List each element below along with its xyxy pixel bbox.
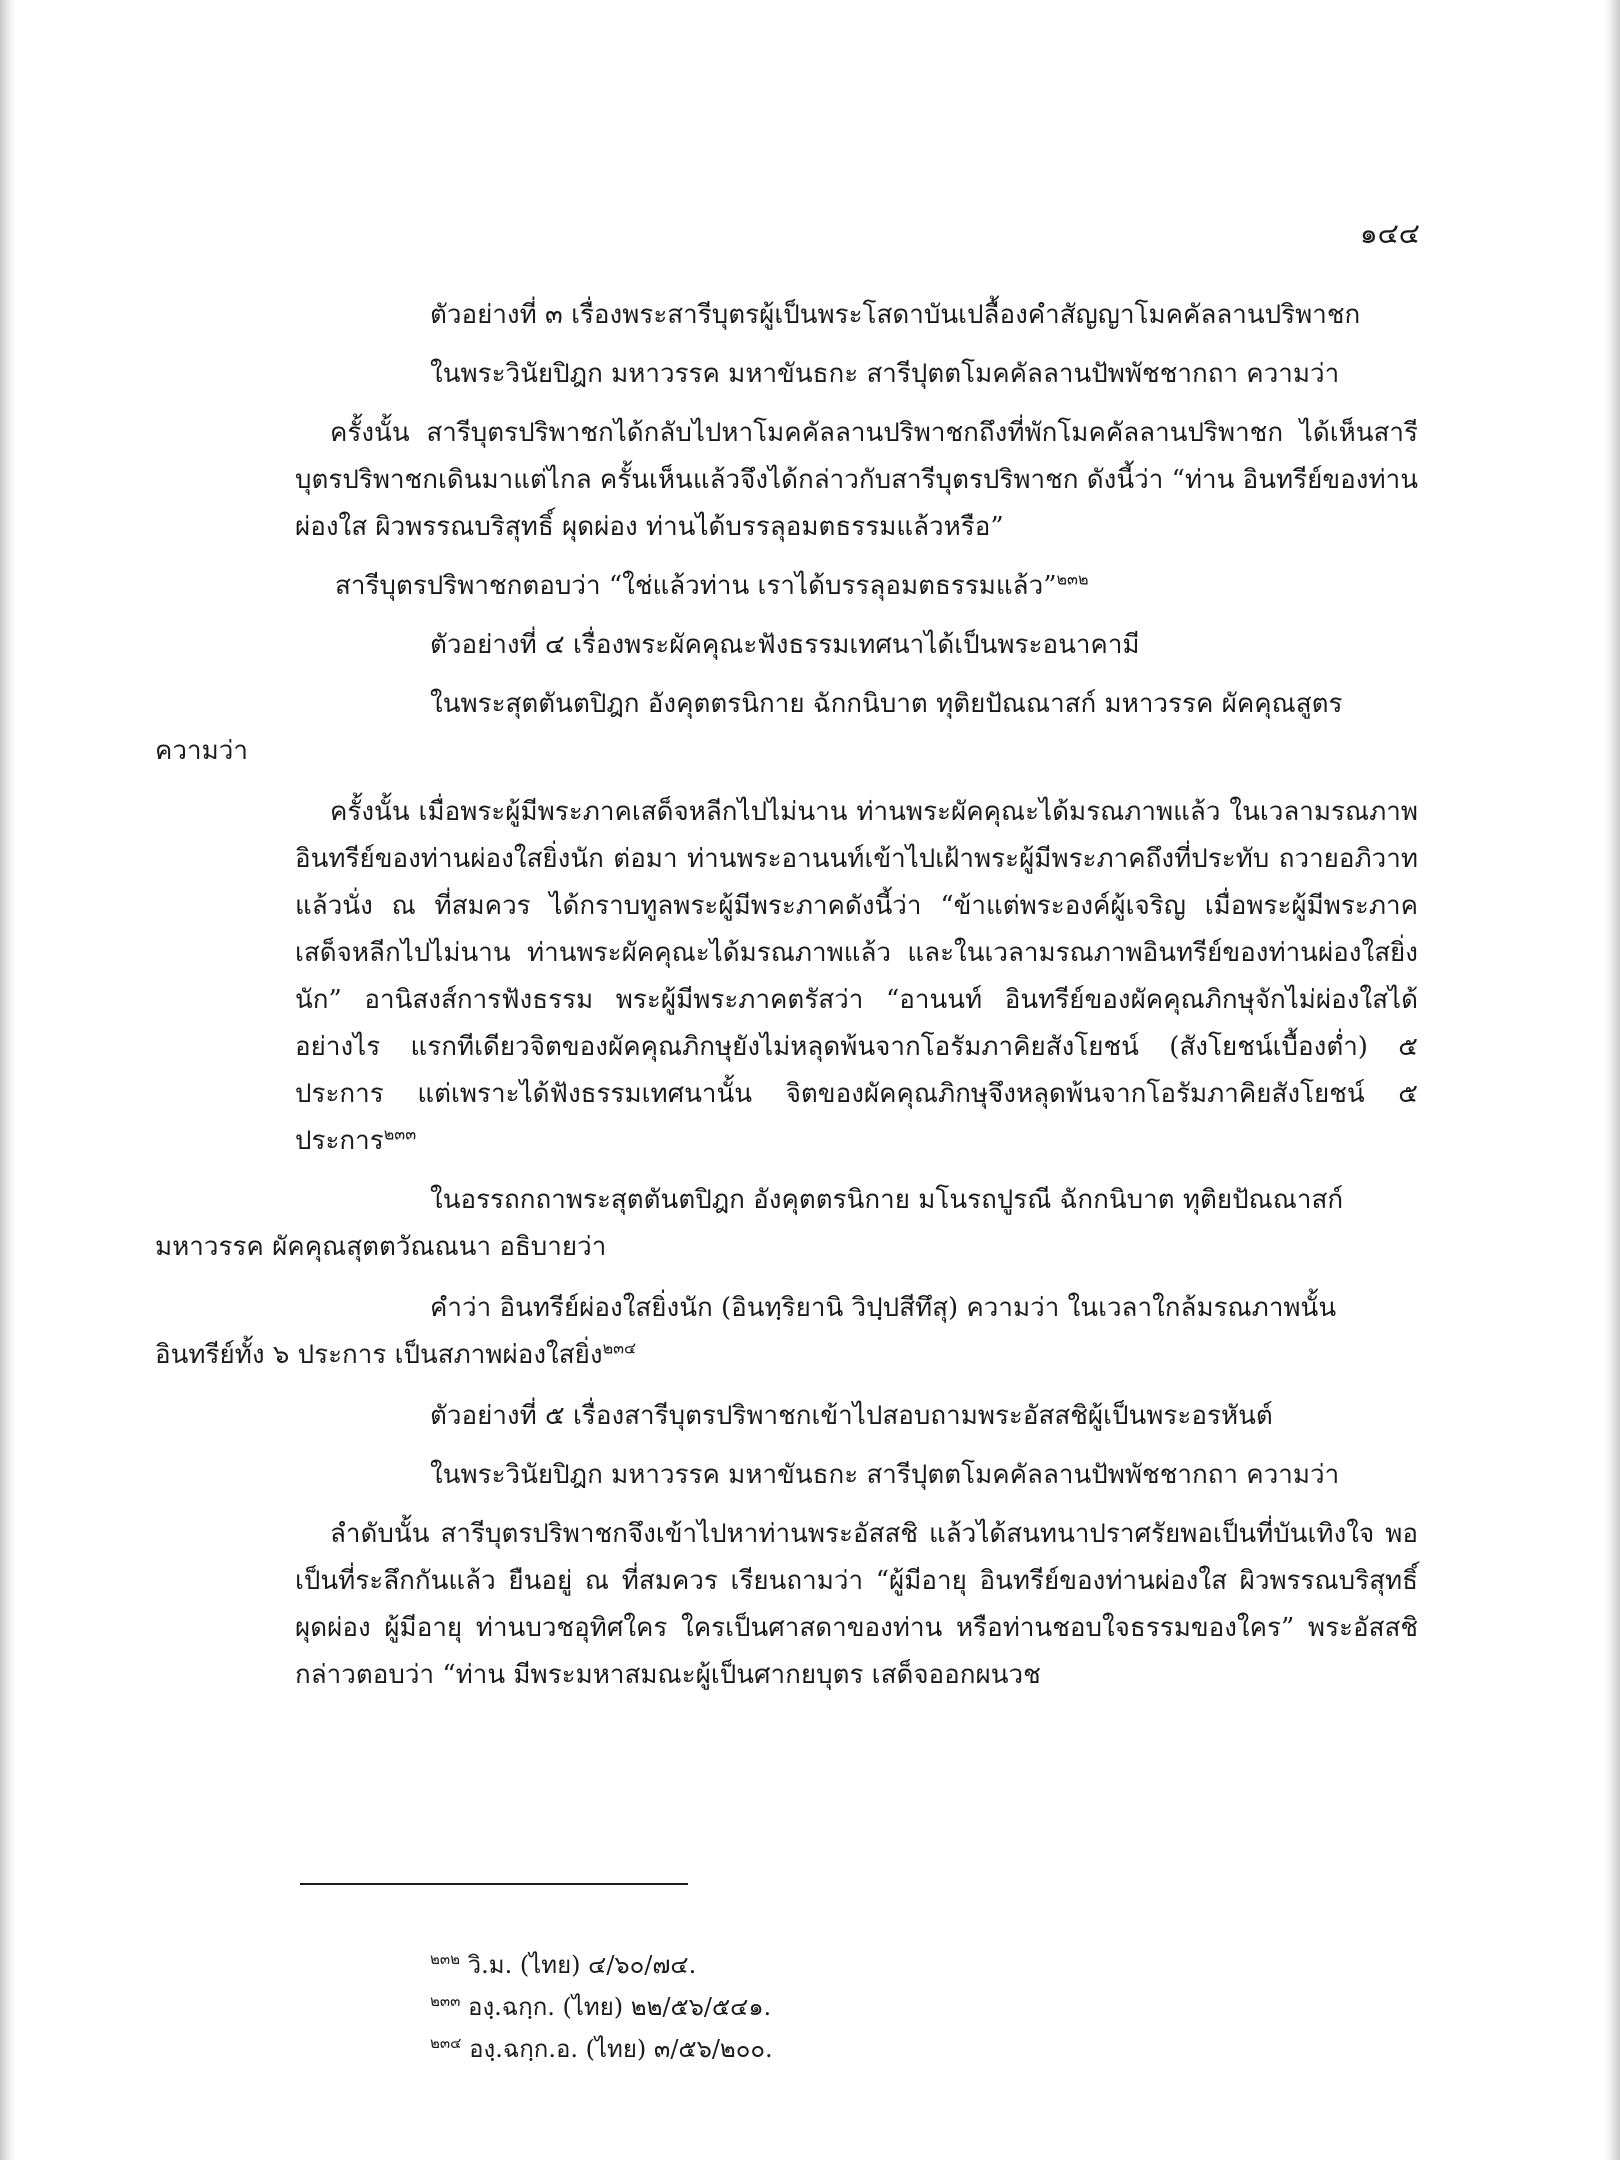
example-4-commentary-line1: คำว่า อินทรีย์ผ่องใสยิ่งนัก (อินทฺริยานิ วิปฺปสีทึสุ) ความว่า ในเวลาใกล้มรณภาพนั้น — [430, 1293, 1337, 1323]
example-4-source-line1: ในพระสุตตันตปิฎก อังคุตตรนิกาย ฉักกนิบาต ทุติยปัณณาสก์ มหาวรรค ผัคคุณสูตร — [430, 689, 1343, 719]
footnote-ref-234: ๒๓๔ — [602, 1338, 637, 1358]
footnote-number: ๒๓๒ — [430, 1950, 461, 1968]
example-4-commentary-source-line1: ในอรรถกถาพระสุตตันตปิฎก อังคุตตรนิกาย มโนรถปูรณี ฉักกนิบาต ทุติยปัณณาสก์ — [430, 1185, 1344, 1215]
example-4-source — [155, 681, 1418, 775]
footnote-ref-233: ๒๓๓ — [383, 1124, 417, 1144]
example-4-commentary-source — [155, 1177, 1418, 1271]
example-4-quote-text: ครั้งนั้น เมื่อพระผู้มีพระภาคเสด็จหลีกไปไม่นาน ท่านพระผัคคุณะได้มรณภาพแล้ว ในเวลามรณภาพ อินทรีย์ของท่านผ่องใสยิ่งนัก ต่อมา ท่านพระอานนท์เข้าไปเฝ้าพระผู้มีพระภาคถึงที่ประทับ ถวายอภิวาทแล้วนั่ง ณ ที่สมควร ได้กราบทูลพระผู้มีพระภาคดังนี้ว่า “ข้าแต่พระองค์ผู้เจริญ เมื่อพระผู้มีพระภาคเสด็จหลีกไปไม่นาน ท่านพระผัคคุณะได้มรณภาพแล้ว และในเวลามรณภาพอินทรีย์ของท่านผ่องใสยิ่งนัก” อานิสงส์การฟังธรรม พระผู้มีพระภาคตรัสว่า “อานนท์ อินทรีย์ของผัคคุณภิกษุจักไม่ผ่องใสได้อย่างไร แรกทีเดียวจิตของผัคคุณภิกษุยังไม่หลุดพ้นจากโอรัมภาคิยสังโยชน์ (สังโยชน์เบื้องต่ำ) ๕ ประการ แต่เพราะได้ฟังธรรมเทศนานั้น จิตของผัคคุณภิกษุจึงหลุดพ้นจากโอรัมภาคิยสังโยชน์ ๕ ประการ — [295, 797, 1418, 1156]
footnote-text: วิ.ม. (ไทย) ๔/๖๐/๗๔. — [467, 1951, 697, 1979]
example-4-commentary-line2-text: อินทรีย์ทั้ง ๖ ประการ เป็นสภาพผ่องใสยิ่ง — [155, 1340, 603, 1370]
footnote-number: ๒๓๓ — [430, 1992, 461, 2010]
example-3-quote-text: ครั้งนั้น สารีบุตรปริพาชกได้กลับไปหาโมคคัลลานปริพาชกถึงที่พักโมคคัลลานปริพาชก ได้เห็นสารีบุตรปริพาชกเดินมาแต่ไกล ครั้นเห็นแล้วจึงได้กล่าวกับสารีบุตรปริพาชก ดังนี้ว่า “ท่าน อินทรีย์ของท่านผ่องใส ผิวพรรณบริสุทธิ์ ผุดผ่อง ท่านได้บรรลุอมตธรรมแล้วหรือ” — [295, 418, 1418, 542]
example-3-reply-text: สารีบุตรปริพาชกตอบว่า “ใช่แล้วท่าน เราได้บรรลุอมตธรรมแล้ว” — [335, 571, 1057, 601]
page-body — [155, 292, 1418, 1711]
page-shadow-right — [1604, 0, 1620, 2160]
footnote-text: องฺ.ฉกฺก. (ไทย) ๒๒/๕๖/๕๔๑. — [468, 1993, 772, 2021]
footnote-number: ๒๓๔ — [430, 2034, 462, 2052]
page-shadow-left — [0, 0, 16, 2160]
example-4-heading: ตัวอย่างที่ ๔ เรื่องพระผัคคุณะฟังธรรมเทศนาได้เป็นพระอนาคามี — [430, 630, 1140, 660]
page-number: ๑๔๔ — [1359, 217, 1420, 250]
example-4-source-line2: ความว่า — [155, 736, 248, 766]
footnote-232 — [430, 1944, 773, 1986]
footnote-separator — [300, 1883, 688, 1885]
example-4-commentary-line2 — [155, 1332, 1418, 1379]
example-4-commentary-source-line2: มหาวรรค ผัคคุณสุตตวัณณนา อธิบายว่า — [155, 1232, 607, 1262]
footnote-text: องฺ.ฉกฺก.อ. (ไทย) ๓/๕๖/๒๐๐. — [469, 2035, 773, 2063]
footnote-233 — [430, 1986, 773, 2028]
example-3-quote — [295, 410, 1418, 551]
example-3-reply — [300, 563, 1418, 610]
example-3-source: ในพระวินัยปิฎก มหาวรรค มหาขันธกะ สารีปุตตโมคคัลลานปัพพัชชากถา ความว่า — [430, 359, 1340, 389]
example-3-heading: ตัวอย่างที่ ๓ เรื่องพระสารีบุตรผู้เป็นพระโสดาบันเปลื้องคำสัญญาโมคคัลลานปริพาชก — [430, 300, 1361, 330]
example-4-quote — [295, 789, 1418, 1165]
footnotes — [430, 1944, 773, 2070]
footnote-ref-232: ๒๓๒ — [1056, 569, 1089, 589]
example-4-commentary — [155, 1285, 1418, 1379]
example-5-quote: ลำดับนั้น สารีบุตรปริพาชกจึงเข้าไปหาท่านพระอัสสชิ แล้วได้สนทนาปราศรัยพอเป็นที่บันเทิงใจ พอเป็นที่ระลึกกันแล้ว ยืนอยู่ ณ ที่สมควร เรียนถามว่า “ผู้มีอายุ อินทรีย์ของท่านผ่องใส ผิวพรรณบริสุทธิ์ผุดผ่อง ผู้มีอายุ ท่านบวชอุทิศใคร ใครเป็นศาสดาของท่าน หรือท่านชอบใจธรรมของใคร” พระอัสสชิกล่าวตอบว่า “ท่าน มีพระมหาสมณะผู้เป็นศากยบุตร เสด็จออกผนวช — [295, 1519, 1418, 1690]
example-5-heading: ตัวอย่างที่ ๕ เรื่องสารีบุตรปริพาชกเข้าไปสอบถามพระอัสสชิผู้เป็นพระอรหันต์ — [430, 1401, 1273, 1431]
footnote-234 — [430, 2028, 773, 2070]
example-5-source: ในพระวินัยปิฎก มหาวรรค มหาขันธกะ สารีปุตตโมคคัลลานปัพพัชชากถา ความว่า — [430, 1460, 1340, 1490]
